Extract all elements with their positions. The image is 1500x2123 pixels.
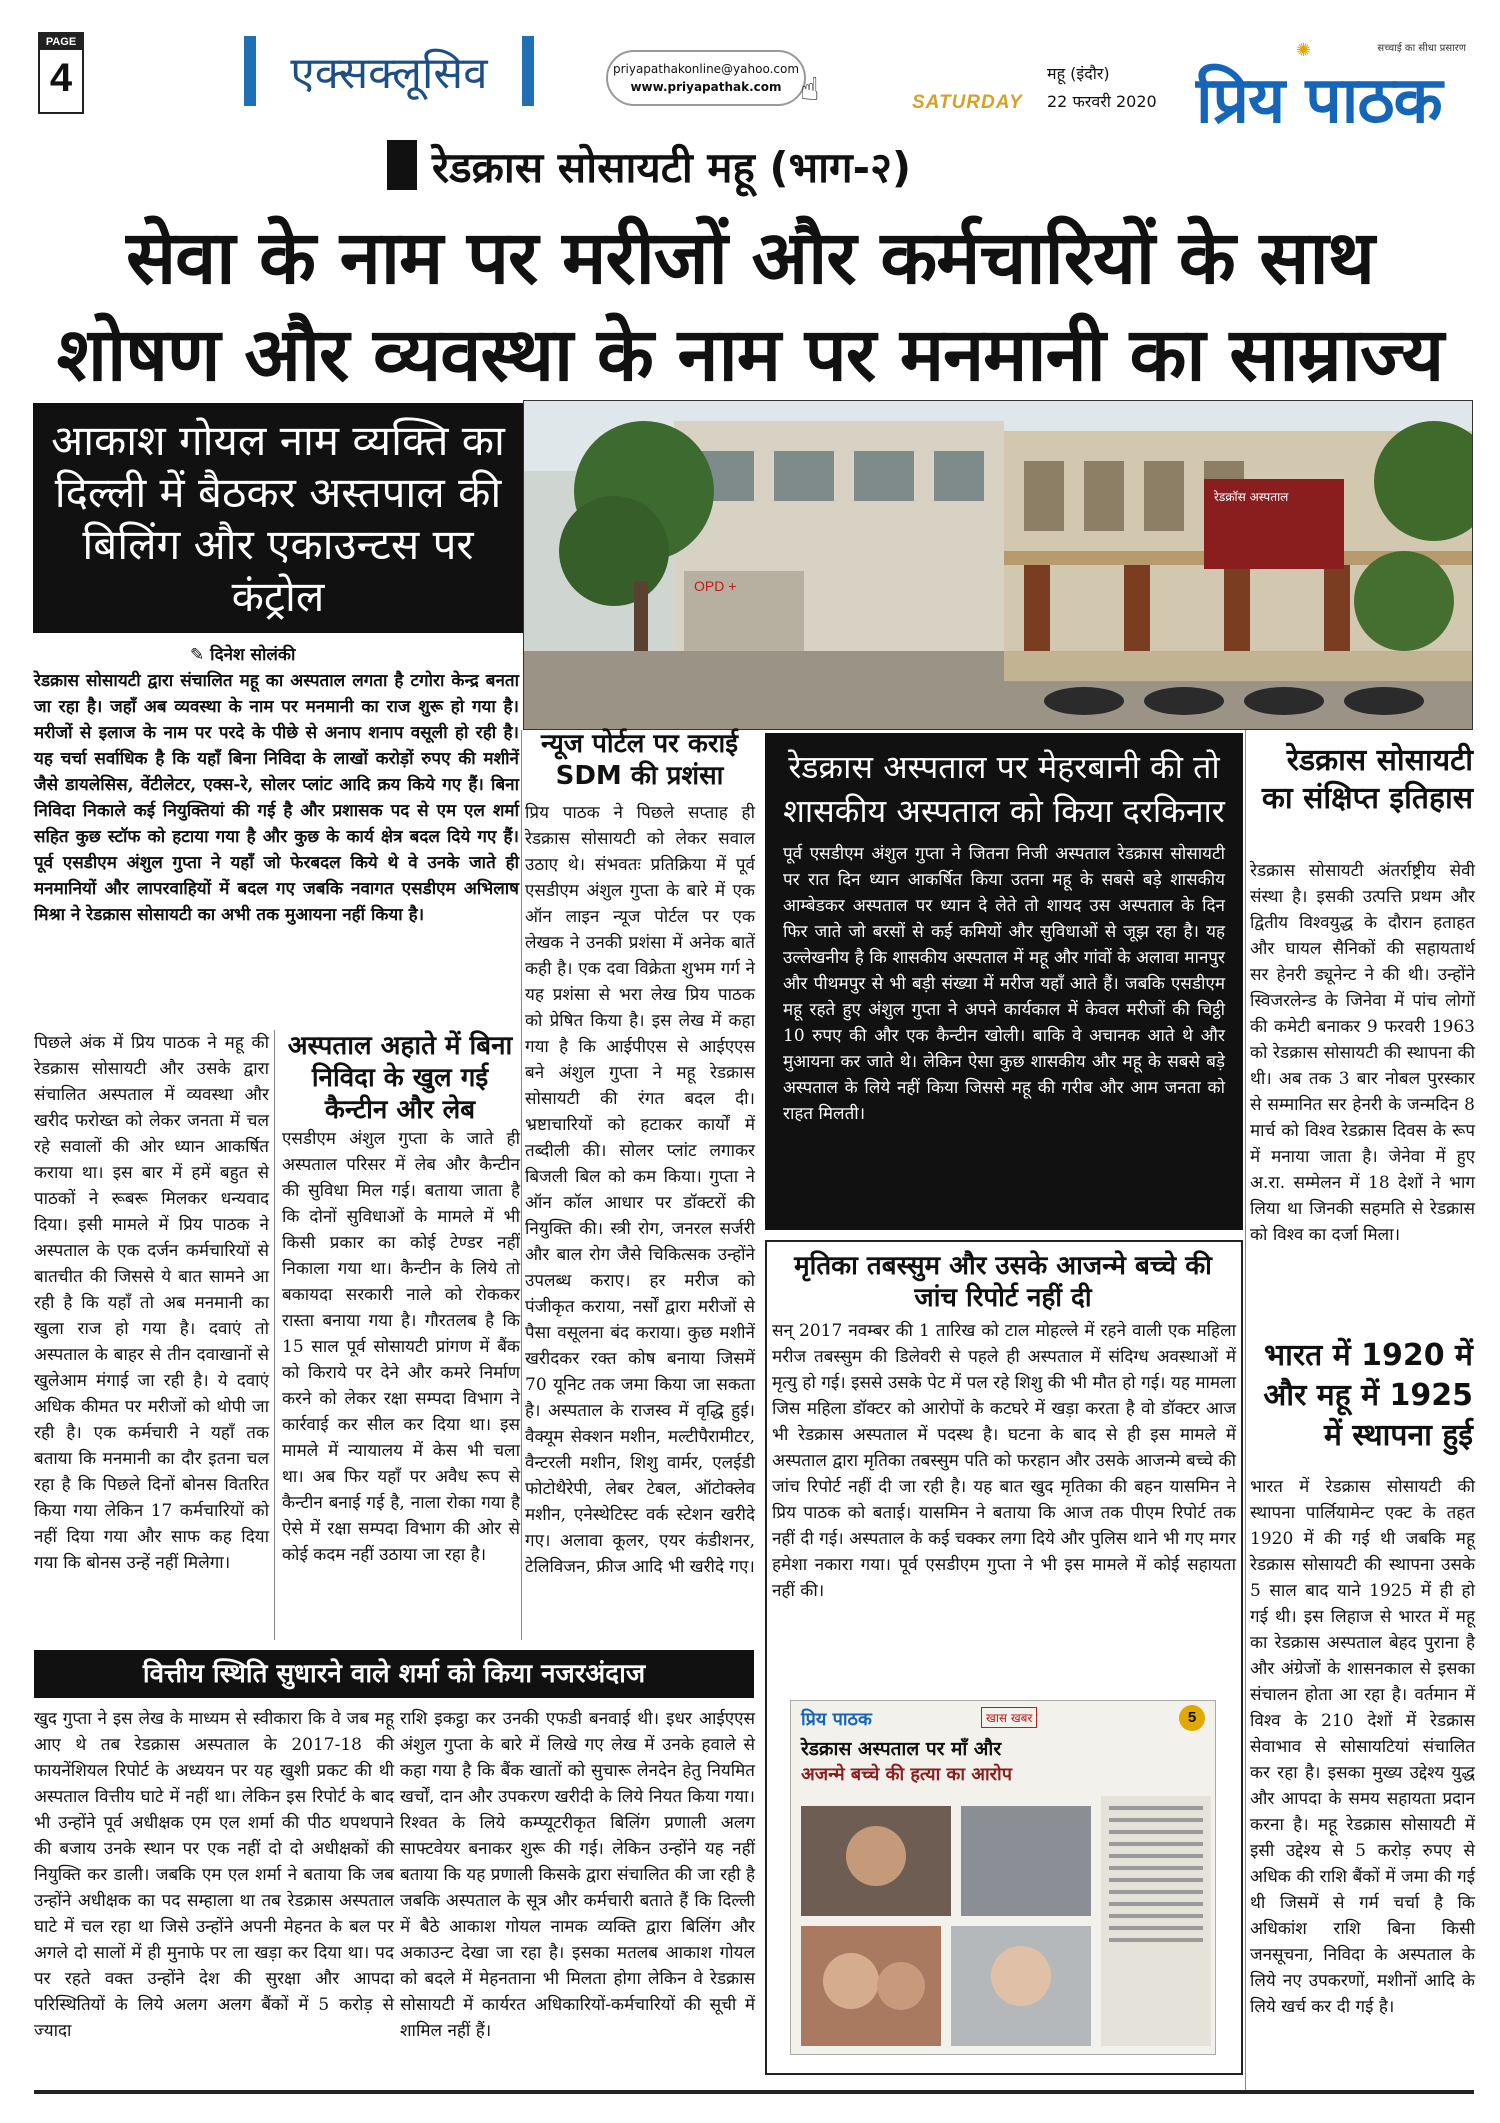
left-column-text: पिछले अंक में प्रिय पाठक ने महू की रेडक्रास सोसायटी और उसके द्वारा संचालित अस्पताल में व्यवस्था और खरीद फरोख्त को लेकर जनता में चल रहे सवालों की ओर ध्यान आकर्षित कराया था। इस बार में हमें बहुत से पाठकों ने रूबरू मिलकर धन्यवाद दिया। इसी मामले में प्रिय पाठक ने अस्पताल के एक दर्जन कर्मचारियों से बातचीत की जिससे ये बात सामने आ रही है कि यहाँ तो अब मनमानी का खुला राज हो गया है। दवाएं तो अस्पताल के बाहर से तीन दवाखानों से खुलेआम मंगाई जा रही है। ये दवाएं अधिक कीमत पर मरीजों को थोपी जा रही है। एक कर्मचारी ने यहाँ तक बताया कि मनमानी का दौर इतना चल रहा है कि पिछले दिनों बोनस वितरित किया गया लेकिन 17 कर्मचारियों को नहीं दिया गया और साफ कह दिया गया कि बोनस उन्हें नहीं मिलेगा। [34,1033,269,1573]
logo-name: प्रिय पाठक [1196,63,1442,138]
canteen-lab-subhead: अस्पताल अहाते में बिना निविदा के खुल गई कैन्टीन और लेब [287,1031,513,1125]
clip-photos [791,1796,1216,2055]
mritika-text: सन् 2017 नवम्बर की 1 तारिख को टाल मोहल्ले में रहने वाली एक महिला मरीज तबस्सुम की डिलेवरी से पहले ही अस्पताल में संदिग्ध अवस्थाओं में मृत्यु हो गई। इससे उसके पेट में पल रहे शिशु की भी मौत हो गई। यह मामला जिस महिला डॉक्टर को आरोपों के कटघरे में खड़ा करता है वो डॉक्टर आज भी रेडक्रास अस्पताल में पदस्थ है। घटना के बाद से ही इस मामले में अस्पताल द्वारा मृतिका तबस्सुम पति को फरहान और उसके आजन्मे बच्चे की जांच रिपोर्ट नहीं दी जा रही है। यह बात खुद मृतिका की बहन यासमिन ने प्रिय पाठक को बताई। यासमिन ने बताया कि आज तक पीएम रिपोर्ट तक नहीं दी गई। अस्पताल के कई चक्कर लगा दिये और पुलिस थाने भी गए मगर हमेशा नकारा गया। पूर्व एसडीएम गुप्ता ने भी इस मामले में कोई सहायता नहीं की। [772,1321,1236,1601]
clip-headline-2: अजन्मे बच्चे की हत्या का आरोप [801,1764,1012,1785]
series-marker [387,140,417,190]
newspaper-logo [1196,40,1466,138]
byline: ✎ दिनेश सोलंकी [190,645,296,665]
hospital-building-illustration [524,401,1473,730]
news-portal-text: प्रिय पाठक ने पिछले सप्ताह ही रेडक्रास सोसायटी को लेकर सवाल उठाए थे। संभवतः प्रतिक्रिया में पूर्व एसडीएम अंशुल गुप्ता के बारे में एक ऑन लाइन न्यूज पोर्टल पर एक लेखक ने उनकी प्रशंसा में अनेक बातें कही है। एक दवा विक्रेता शुभम गर्ग ने यह प्रशंसा से भरा लेख प्रिय पाठक को प्रेषित किया है। इस लेख में कहा गया है कि आईपीएस से आईएएस बने अंशुल गुप्ता ने महू रेडक्रास सोसायटी की रंगत बदल दी। भ्रष्टाचारियों को हटाकर कार्यों में तब्दीली की। सोलर प्लांट लगाकर बिजली बिल को कम किया। गुप्ता ने ऑन कॉल आधार पर डॉक्टरों की नियुक्ति की। स्त्री रोग, जनरल सर्जरी और बाल रोग जैसे चिकित्सक उन्होंने उपलब्ध कराए। हर मरीज को पंजीकृत कराया, नर्सों द्वारा मरीजों से पैसा वसूलना बंद कराया। कुछ मशीनें खरीदकर रक्त कोष बनाया जिसमें 70 यूनिट तक जमा किया जा सकता है। अस्पताल के राजस्व में वृद्धि हुई। वैक्यूम सेक्शन मशीन, मल्टीपैरामीटर, वैन्टरली मशीन, शिशु वार्मर, एलईडी फोटोथैरेपी, लेबर टेबल, ऑटोक्लेव मशीन, एनेस्थेटिस्ट वर्क स्टेशन खरीदे गए। अलावा कूलर, एयर कंडीशनर, टेलिविजन, फ्रीज आदि भी खरीदे गए। [525,803,755,1577]
main-headline-line-1: सेवा के नाम पर मरीजों और कर्मचारियों के साथ [126,215,1374,301]
clip-headline-1: रेडक्रास अस्पताल पर माँ और [801,1738,1002,1760]
dateline-place: महू (इंदौर) [1047,64,1110,83]
contact-bubble [606,50,806,106]
govt-hospital-text: पूर्व एसडीएम अंशुल गुप्ता ने जितना निजी अस्पताल रेडक्रास सोसायटी पर रात दिन ध्यान आकर्षित किया उतना महू के सबसे बड़े शासकीय आम्बेडकर अस्पताल पर ध्यान दे लेते तो शायद उस अस्पताल के दिन फिर जाते जो बरसों से कई कमियों और सुविधाओं से जूझ रहा है। यह उल्लेखनीय है कि शासकीय अस्पताल में महू और गांवों के अलावा मानपुर और पीथमपुर से भी बड़ी संख्या में मरीज यहाँ आते हैं। जबकि एसडीएम महू रहते हुए अंशुल गुप्ता ने अपने कार्यकाल में केवल मरीजों की चिट्ठी 10 रुपए की और एक कैन्टीन खोली। बाकि वे अचानक आते थे और मुआयना कर जाते थे। लेकिन ऐसा कुछ शासकीय और महू के सबसे बड़े अस्पताल के लिये नहीं किया जिससे महू की गरीब और आम जनता को राहत मिलती। [783,844,1225,1124]
intro-paragraph: रेडक्रास सोसायटी द्वारा संचालित महू का अस्पताल लगता है टगोरा केन्द्र बनता जा रहा है। जहाँ अब व्यवस्था के नाम पर मनमानी का राज शुरू हो गया है। मरीजों से इलाज के नाम पर परदे के पीछे से अनाप शनाप वसूली हो रही है। यह चर्चा सर्वाधिक है कि यहाँ बिना निविदा के लाखों करोड़ों रुपए की मशीनें जैसे डायलेसिस, वेंटीलेटर, एक्स-रे, सोलर प्लांट आदि क्रय किये गए हैं। बिना निविदा निकाले कई नियुक्तियां की गई है और प्रशासक पद से एम एल शर्मा सहित कुछ स्टॉफ को हटाया गया है और कुछ के कार्य क्षेत्र बदल दिये गए हैं। पूर्व एसडीएम अंशुल गुप्ता ने यहाँ जो फेरबदल किये थे वे उनके जाते ही मनमानियों और लापरवाहियों में बदल गए जबकि नवागत एसडीएम अभिलाष मिश्रा ने रेडक्रास सोसायटी का अभी तक मुआयना नहीं किया है। [34,671,519,925]
column-divider [1245,730,1246,2090]
history-subhead: रेडक्रास सोसायटी का संक्षिप्त इतिहास [1261,743,1473,816]
hospital-photo [523,400,1473,730]
clip-tag: खास खबर [981,1707,1037,1728]
day-of-week: SATURDAY [912,92,1023,113]
canteen-lab-text: एसडीएम अंशुल गुप्ता के जाते ही अस्पताल परिसर में लेब और कैन्टीन की सुविधा मिल गई। बताया जाता है कि दोनों सुविधाओं के मामले में भी किसी प्रकार का कोई टेण्डर नहीं निकाला गया था। कैन्टीन के लिये तो बकायदा सरकारी नाले को रोककर रास्ता बनाया गया है। गौरतलब है कि 15 साल पूर्व सोसायटी प्रांगण में बैंक को किराये पर देने और कमरे निर्माण करने को लेकर रक्षा सम्पदा विभाग ने कार्रवाई कर सील कर दिया था। इस मामले में न्यायालय में केस भी चला था। अब फिर यहाँ पर अवैध रूप से कैन्टीन बनाई गई है, नाला रोका गया है ऐसे में रक्षा सम्पदा विभाग की ओर से कोई कदम नहीं उठाया जा रहा है। [282,1129,520,1565]
hospital-sign: रेडक्रॉस अस्पताल [1214,490,1289,504]
footer-rule [34,2090,1474,2094]
pointing-hand-icon: ☝ [800,70,820,108]
logo-tagline: सच्चाई का सीधा प्रसारण [1377,43,1466,54]
main-headline-line-2: शोषण और व्यवस्था के नाम पर मनमानी का साम्राज्य [56,312,1444,398]
column-divider [274,1030,275,1640]
finance-text-col-2: राशि इकट्ठा कर उनकी एफडी बनवाई थी। इधर आईएएस अंशुल गुप्ता के बारे में लिखे गए लेख में उनके हवाले से कहा गया है कि बैंक खातों को सुचारू लेनदेन हेतु नियमित खर्चों, दान और उपकरण खरीदी के लिये नियत किया गया। रिश्वत के लिये कम्प्यूटरीकृत बिलिंग प्रणाली अलग साफ्टवेयर बनाकर शुरू की गई। लेकिन उन्होंने यह नहीं बताया कि यह प्रणाली किसके द्वारा संचालित की जा रही है जबकि अस्पताल के सूत्र और कर्मचारी बताते हैं कि दिल्ली में बैठे आकाश गोयल नामक व्यक्ति द्वारा बिलिंग और अकाउन्ट देखा जा रहा है। इसका मतलब आकाश गोयल को बदले में मेहनताना भी मिलता होगा लेकिन वे रेडक्रास सोसायटी में कार्यरत अधिकारियों-कर्मचारियों की सूची में शामिल नहीं हैं। [400,1709,755,2041]
news-portal-subhead: न्यूज पोर्टल पर कराई SDM की प्रशंसा [541,729,738,791]
finance-subhead: वित्तीय स्थिति सुधारने वाले शर्मा को किया नजरअंदाज [34,1650,754,1698]
clip-logo: प्रिय पाठक [801,1709,872,1730]
history-text: रेडक्रास सोसायटी अंतर्राष्ट्रीय सेवी संस्था है। इसकी उत्पत्ति प्रथम और द्वितीय विश्वयुद्ध के दौरान हताहत और घायल सैनिकों की सहायतार्थ सर हेनरी ड्यूनेन्ट ने की थी। उन्होंने स्विजरलेन्ड के जिनेवा में पांच लोगों की कमेटी बनाकर 9 फरवरी 1963 को रेडक्रास सोसायटी की स्थापना की थी। अब तक 3 बार नोबल पुरस्कार से सम्मानित सर हेनरी के जन्मदिन 8 मार्च को विश्व रेडक्रास दिवस के रूप में मनाया जाता है। जेनेवा में हुए अ.रा. सम्मेलन में 18 देशों ने भाग लिया था जिनकी सहमति से रेडक्रास को विश्व का दर्जा मिला। [1250,861,1475,1245]
page-number-box [38,32,84,114]
email-text: priyapathakonline@yahoo.com [612,62,800,76]
akash-goyal-callout: आकाश गोयल नाम व्यक्ति का दिल्ली में बैठकर अस्तपाल की बिलिंग और एकाउन्टस पर कंट्रोल [33,403,523,633]
page-number: 4 [49,56,73,100]
series-title: रेडक्रास सोसायटी महू (भाग-२) [432,143,912,192]
finance-text-col-1: खुद गुप्ता ने इस लेख के माध्यम से स्वीकारा कि वे जब महू आए थे तब रेडक्रास अस्पताल के 2017-18 की फायनेंशियल रिपोर्ट के अध्ययन पर यह खुशी प्रकट की थी अस्पताल वित्तीय घाटे में नहीं था। लेकिन इस रिपोर्ट के बाद भी उन्होंने पूर्व अधीक्षक एम एल शर्मा की पीठ थपथपाने की बजाय उनके स्थान पर एक नहीं दो दो अधीक्षकों की नियुक्ति कर डाली। जबकि एम एल शर्मा ने बताया कि जब उन्होंने अधीक्षक का पद सम्हाला था तब रेडक्रास अस्पताल घाटे में चल रहा था जिसे उन्होंने अपनी मेहनत के बल पर अगले दो सालों में ही मुनाफे पर ला खड़ा कर दिया था। पद पर रहते वक्त उन्होंने देश की सुरक्षा और आपदा परिस्थितियों के लिये अलग अलग बैंकों में 5 करोड़ से ज्यादा [34,1709,394,2041]
govt-hospital-title: रेडक्रास अस्पताल पर मेहरबानी की तो शासकीय अस्पताल को किया दरकिनार [783,748,1225,830]
page-label: PAGE [40,34,82,50]
website-text[interactable]: www.priyapathak.com [630,80,782,94]
sun-icon: ✺ [1296,40,1312,61]
opd-sign: OPD + [694,578,737,594]
column-divider [521,730,522,1640]
india-1920-text: भारत में रेडक्रास सोसायटी की स्थापना पार्लियामेन्ट एक्ट के तहत 1920 में की गई थी जबकि महू रेडक्रास सोसायटी की स्थापना उसके 5 साल बाद याने 1925 में ही हो गई थी। इस लिहाज से भारत में महू का रेडक्रास अस्पताल बेहद पुराना है और अंग्रेजों के शासनकाल से इसका संचालन होता आ रहा है। वर्तमान में विश्व के 210 देशों में रेडक्रास सेवाभाव से सोसायटियां संचालित कर रहा है। इसका मुख्य उद्देश्य युद्ध और आपदा के समय सहायता प्रदान करना है। महू रेडक्रास सोसायटी में इसी उद्देश्य से 5 करोड़ रुपए से अधिक की राशि बैंकों में जमा की गई थी जिसमें से गर्म चर्चा है कि अधिकांश राशि बिना किसी जनसूचना, निविदा के अस्पताल के लिये नए उपकरणों, मशीनों आदि के लिये खर्च कर दी गई है। [1250,1477,1475,2017]
mritika-subhead: मृतिका तबस्सुम और उसके आजन्मे बच्चे की जांच रिपोर्ट नहीं दी [794,1251,1212,1313]
govt-hospital-callout [765,733,1243,1230]
india-1920-subhead: भारत में 1920 में और महू में 1925 में स्थापना हुई [1263,1338,1473,1453]
dateline-date: 22 फरवरी 2020 [1047,92,1157,111]
clip-page-number: 5 [1179,1705,1205,1731]
newspaper-clipping-image [790,1700,1216,2055]
section-tag: एक्सक्लूसिव [244,36,534,106]
